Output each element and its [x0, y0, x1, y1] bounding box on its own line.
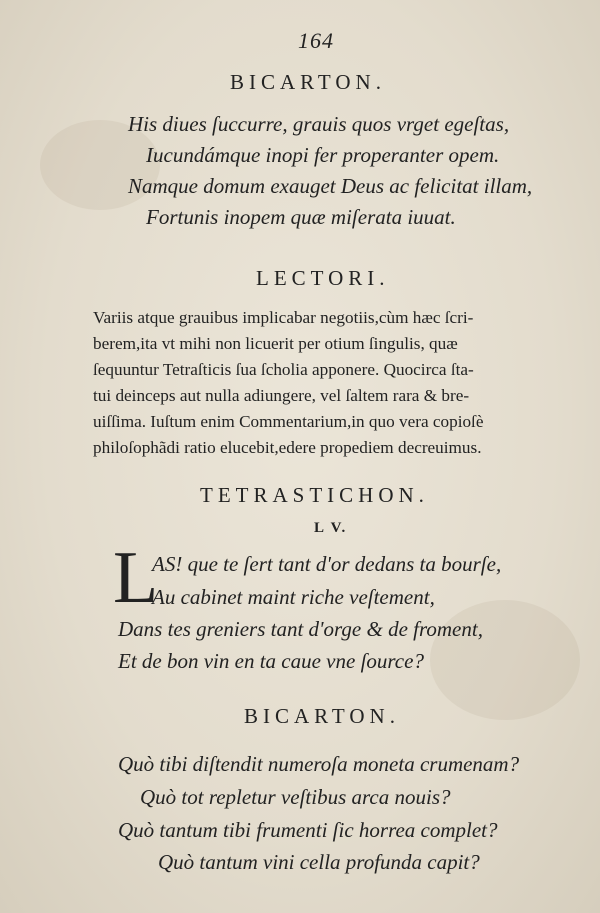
- verse-line: Dans tes greniers tant d'orge & de froment,: [118, 617, 483, 641]
- prose-line: philoſophãdi ratio elucebit,edere propediem decreuimus.: [93, 438, 482, 457]
- verse-line: Iucundámque inopi fer properanter opem.: [146, 143, 500, 167]
- prose-line: berem,ita vt mihi non licuerit per otium ſingulis, quæ: [93, 334, 458, 353]
- section-heading-bicarton: BICARTON.: [230, 70, 386, 94]
- verse-line: Namque domum exauget Deus ac felicitat illam,: [128, 174, 533, 198]
- verse-line: Au cabinet maint riche veſtement,: [152, 585, 435, 609]
- verse-line: Quò tantum vini cella profunda capit?: [158, 850, 480, 874]
- verse-line: Quò tibi diſtendit numeroſa moneta crumenam?: [118, 752, 520, 776]
- section-heading-lectori: LECTORI.: [256, 266, 390, 290]
- quatrain-number: L V.: [314, 520, 348, 536]
- verse-line: AS! que te ſert tant d'or dedans ta bourſe,: [152, 552, 502, 576]
- verse-line: Fortunis inopem quæ miſerata iuuat.: [146, 205, 456, 229]
- verse-line: Et de bon vin en ta caue vne ſource?: [118, 649, 424, 673]
- prose-line: uiſſima. Iuſtum enim Commentarium,in quo vera copioſè: [93, 412, 484, 431]
- verse-line: His diues ſuccurre, grauis quos vrget egeſtas,: [128, 112, 510, 136]
- section-heading-bicarton-2: BICARTON.: [244, 704, 400, 728]
- prose-line: Variis atque grauibus implicabar negotiis,cùm hæc ſcri-: [93, 308, 474, 327]
- section-heading-tetrastichon: TETRASTICHON.: [200, 483, 429, 507]
- page-number: 164: [298, 28, 334, 53]
- prose-line: ſequuntur Tetraſticis ſua ſcholia apponere. Quocirca ſta-: [93, 360, 474, 379]
- drop-cap: L: [113, 537, 159, 619]
- verse-line: Quò tantum tibi frumenti ſic horrea complet?: [118, 818, 498, 842]
- verse-line: Quò tot repletur veſtibus arca nouis?: [140, 785, 451, 809]
- prose-line: tui deinceps aut nulla adiungere, vel ſaltem rara & bre-: [93, 386, 470, 405]
